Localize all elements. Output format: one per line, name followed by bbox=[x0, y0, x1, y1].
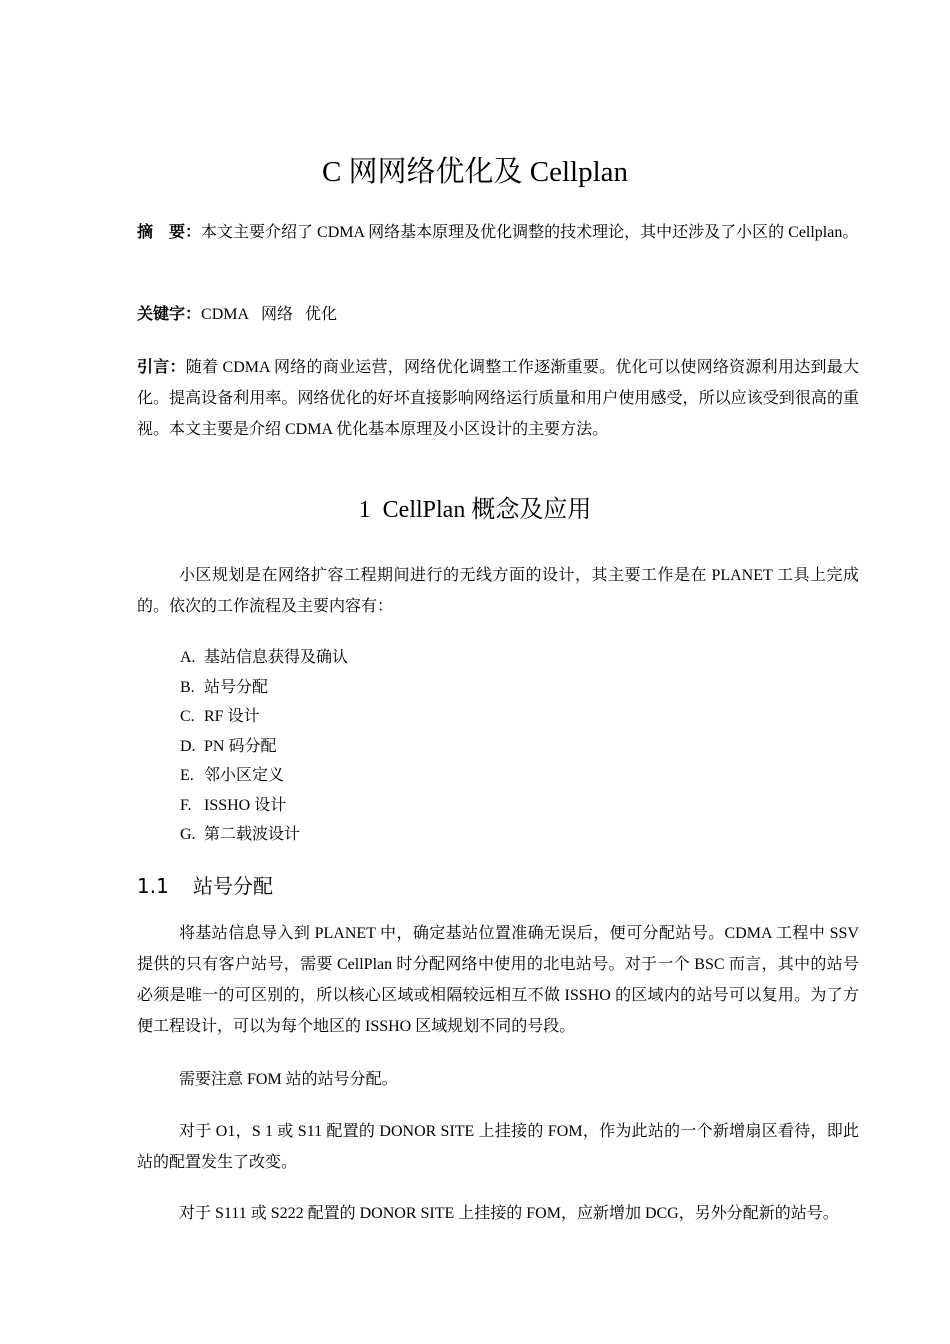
list-item bbox=[180, 673, 348, 703]
list-item-label: C. bbox=[180, 708, 195, 725]
list-item bbox=[180, 791, 348, 821]
keyword-1: CDMA bbox=[201, 306, 250, 323]
section-1-heading bbox=[0, 493, 950, 527]
list-item-label: F. bbox=[180, 796, 192, 814]
workflow-list bbox=[180, 643, 348, 850]
paragraph-text: 对于 O1，S 1 或 S11 配置的 DONOR SITE 上挂接的 FOM，作为此站的一个新增扇区看待，即此站的配置发生了改变。 bbox=[137, 1123, 859, 1171]
paragraph-text: 将基站信息导入到 PLANET 中，确定基站位置准确无误后，便可分配站号。CDMA 工程中 SSV 提供的只有客户站号，需要 CellPlan 时分配网络中使用的北电站号。对于一个 BSC 而言，其中的站号必须是唯一的可区别的，所以核心区域或相隔较远相互不做 ISSHO 的区域内的站号可以复用。为了方便工程设计，可以为每个地区的 ISSHO 区域规划不同的号段。 bbox=[137, 925, 859, 1035]
section-1-1-heading bbox=[137, 871, 273, 901]
document-title: C 网网络优化及 Cellplan bbox=[321, 156, 629, 188]
keywords-label: 关键字： bbox=[137, 306, 202, 323]
list-item-text: 邻小区定义 bbox=[204, 767, 285, 784]
abstract-label: 摘 要： bbox=[137, 224, 202, 241]
paragraph-text: 对于 S111 或 S222 配置的 DONOR SITE 上挂接的 FOM，应新增加 DCG，另外分配新的站号。 bbox=[179, 1205, 839, 1222]
section-1-title: CellPlan 概念及应用 bbox=[382, 497, 592, 523]
abstract-text: 本文主要介绍了 CDMA 网络基本原理及优化调整的技术理论，其中还涉及了小区的 Cellplan。 bbox=[201, 224, 859, 241]
section-1-1-paragraph-3 bbox=[137, 1116, 859, 1178]
intro-block bbox=[137, 352, 859, 445]
list-item bbox=[180, 761, 348, 791]
list-item bbox=[180, 702, 348, 732]
list-item-label: E. bbox=[180, 767, 194, 784]
abstract-block bbox=[137, 217, 859, 248]
list-item bbox=[180, 643, 348, 673]
list-item bbox=[180, 820, 348, 850]
list-item-label: A. bbox=[180, 649, 196, 666]
list-item bbox=[180, 732, 348, 762]
keyword-3: 优化 bbox=[305, 306, 338, 323]
list-item-label: G. bbox=[180, 826, 196, 843]
section-1-1-title: 站号分配 bbox=[193, 874, 273, 898]
section-1-number: 1 bbox=[358, 497, 371, 523]
section-1-1-paragraph-4 bbox=[137, 1198, 859, 1229]
section-1-1-paragraph-2 bbox=[137, 1064, 859, 1095]
list-item-text: 基站信息获得及确认 bbox=[204, 649, 349, 666]
paragraph-text: 需要注意 FOM 站的站号分配。 bbox=[179, 1071, 398, 1088]
keyword-2: 网络 bbox=[261, 306, 294, 323]
list-item-text: ISSHO 设计 bbox=[204, 796, 287, 814]
section-1-1-paragraph-1 bbox=[137, 918, 859, 1042]
intro-label: 引言： bbox=[137, 359, 186, 376]
list-item-text: 站号分配 bbox=[204, 678, 269, 696]
list-item-text: 第二载波设计 bbox=[204, 826, 301, 843]
intro-text: 随着 CDMA 网络的商业运营，网络优化调整工作逐渐重要。优化可以使网络资源利用达到最大化。提高设备利用率。网络优化的好坏直接影响网络运行质量和用户使用感受，所以应该受到很高的重视。本文主要是介绍 CDMA 优化基本原理及小区设计的主要方法。 bbox=[137, 359, 859, 438]
list-item-text: RF 设计 bbox=[204, 708, 260, 725]
section-1-text: 小区规划是在网络扩容工程期间进行的无线方面的设计，其主要工作是在 PLANET 工具上完成的。依次的工作流程及主要内容有： bbox=[137, 567, 859, 615]
list-item-label: B. bbox=[180, 678, 195, 696]
section-1-paragraph bbox=[137, 560, 859, 622]
section-1-1-number: 1.1 bbox=[137, 874, 169, 898]
list-item-label: D. bbox=[180, 737, 196, 755]
list-item-text: PN 码分配 bbox=[204, 737, 277, 755]
keywords-block bbox=[137, 299, 859, 330]
